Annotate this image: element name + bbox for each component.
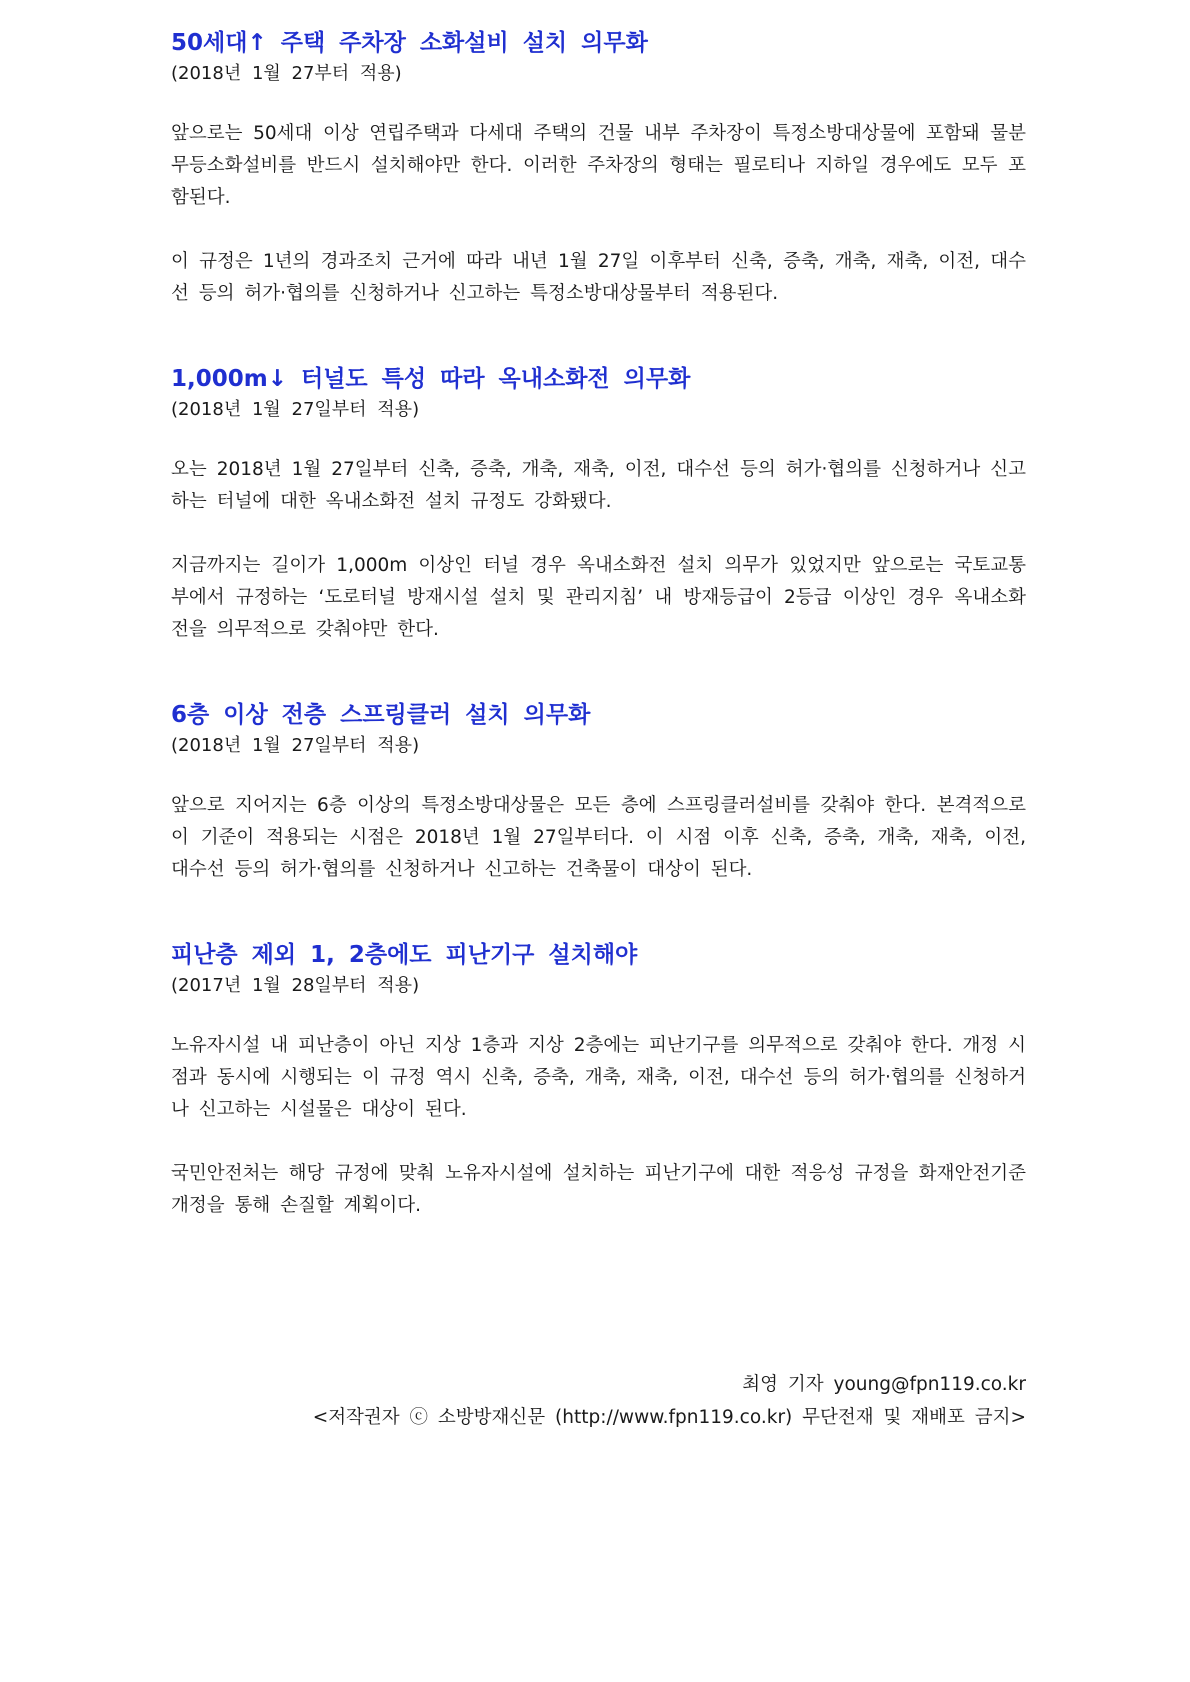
paragraph: 이 규정은 1년의 경과조치 근거에 따라 내년 1월 27일 이후부터 신축, 증축, 개축, 재축, 이전, 대수선 등의 허가·협의를 신청하거나 신고하는 특정소방대상물부터 적용된다. [171,251,1026,304]
section-heading: 피난층 제외 1, 2층에도 피난기구 설치해야 [171,942,638,968]
paragraph: 앞으로는 50세대 이상 연립주택과 다세대 주택의 건물 내부 주차장이 특정소방대상물에 포함돼 물분무등소화설비를 반드시 설치해야만 한다. 이러한 주차장의 형태는 필로티나 지하일 경우에도 모두 포함된다. [171,123,1026,208]
section-evacuation-equipment [171,938,1026,1222]
section-heading: 6층 이상 전층 스프링클러 설치 의무화 [171,702,591,728]
section-tunnel-hydrant [171,362,1026,646]
effective-date: (2018년 1월 27부터 적용) [171,63,402,84]
copyright-notice: <저작권자 ⓒ 소방방재신문 (http://www.fpn119.co.kr) 무단전재 및 재배포 금지> [312,1407,1026,1428]
article-footer [171,1368,1026,1434]
reporter-byline: 최영 기자 young@fpn119.co.kr [742,1374,1026,1395]
section-heading: 1,000m↓ 터널도 특성 따라 옥내소화전 의무화 [171,366,691,392]
effective-date: (2018년 1월 27일부터 적용) [171,735,420,756]
paragraph: 앞으로 지어지는 6층 이상의 특정소방대상물은 모든 층에 스프링클러설비를 갖춰야 한다. 본격적으로 이 기준이 적용되는 시점은 2018년 1월 27일부터다. 이 시점 이후 신축, 증축, 개축, 재축, 이전, 대수선 등의 허가·협의를 신청하거나 신고하는 건축물이 대상이 된다. [171,795,1027,880]
paragraph: 오는 2018년 1월 27일부터 신축, 증축, 개축, 재축, 이전, 대수선 등의 허가·협의를 신청하거나 신고하는 터널에 대한 옥내소화전 설치 규정도 강화됐다. [171,459,1026,512]
effective-date: (2018년 1월 27일부터 적용) [171,399,420,420]
section-sprinkler [171,698,1026,886]
article-body [171,26,1026,1222]
paragraph: 노유자시설 내 피난층이 아닌 지상 1층과 지상 2층에는 피난기구를 의무적으로 갖춰야 한다. 개정 시점과 동시에 시행되는 이 규정 역시 신축, 증축, 개축, 재축, 이전, 대수선 등의 허가·협의를 신청하거나 신고하는 시설물은 대상이 된다. [171,1035,1026,1120]
effective-date: (2017년 1월 28일부터 적용) [171,975,420,996]
section-parking-fire-suppression [171,26,1026,310]
section-heading: 50세대↑ 주택 주차장 소화설비 설치 의무화 [171,30,648,56]
paragraph: 국민안전처는 해당 규정에 맞춰 노유자시설에 설치하는 피난기구에 대한 적응성 규정을 화재안전기준 개정을 통해 손질할 계획이다. [171,1163,1026,1216]
paragraph: 지금까지는 길이가 1,000m 이상인 터널 경우 옥내소화전 설치 의무가 있었지만 앞으로는 국토교통부에서 규정하는 ‘도로터널 방재시설 설치 및 관리지침’ 내 방재등급이 2등급 이상인 경우 옥내소화전을 의무적으로 갖춰야만 한다. [171,555,1026,640]
